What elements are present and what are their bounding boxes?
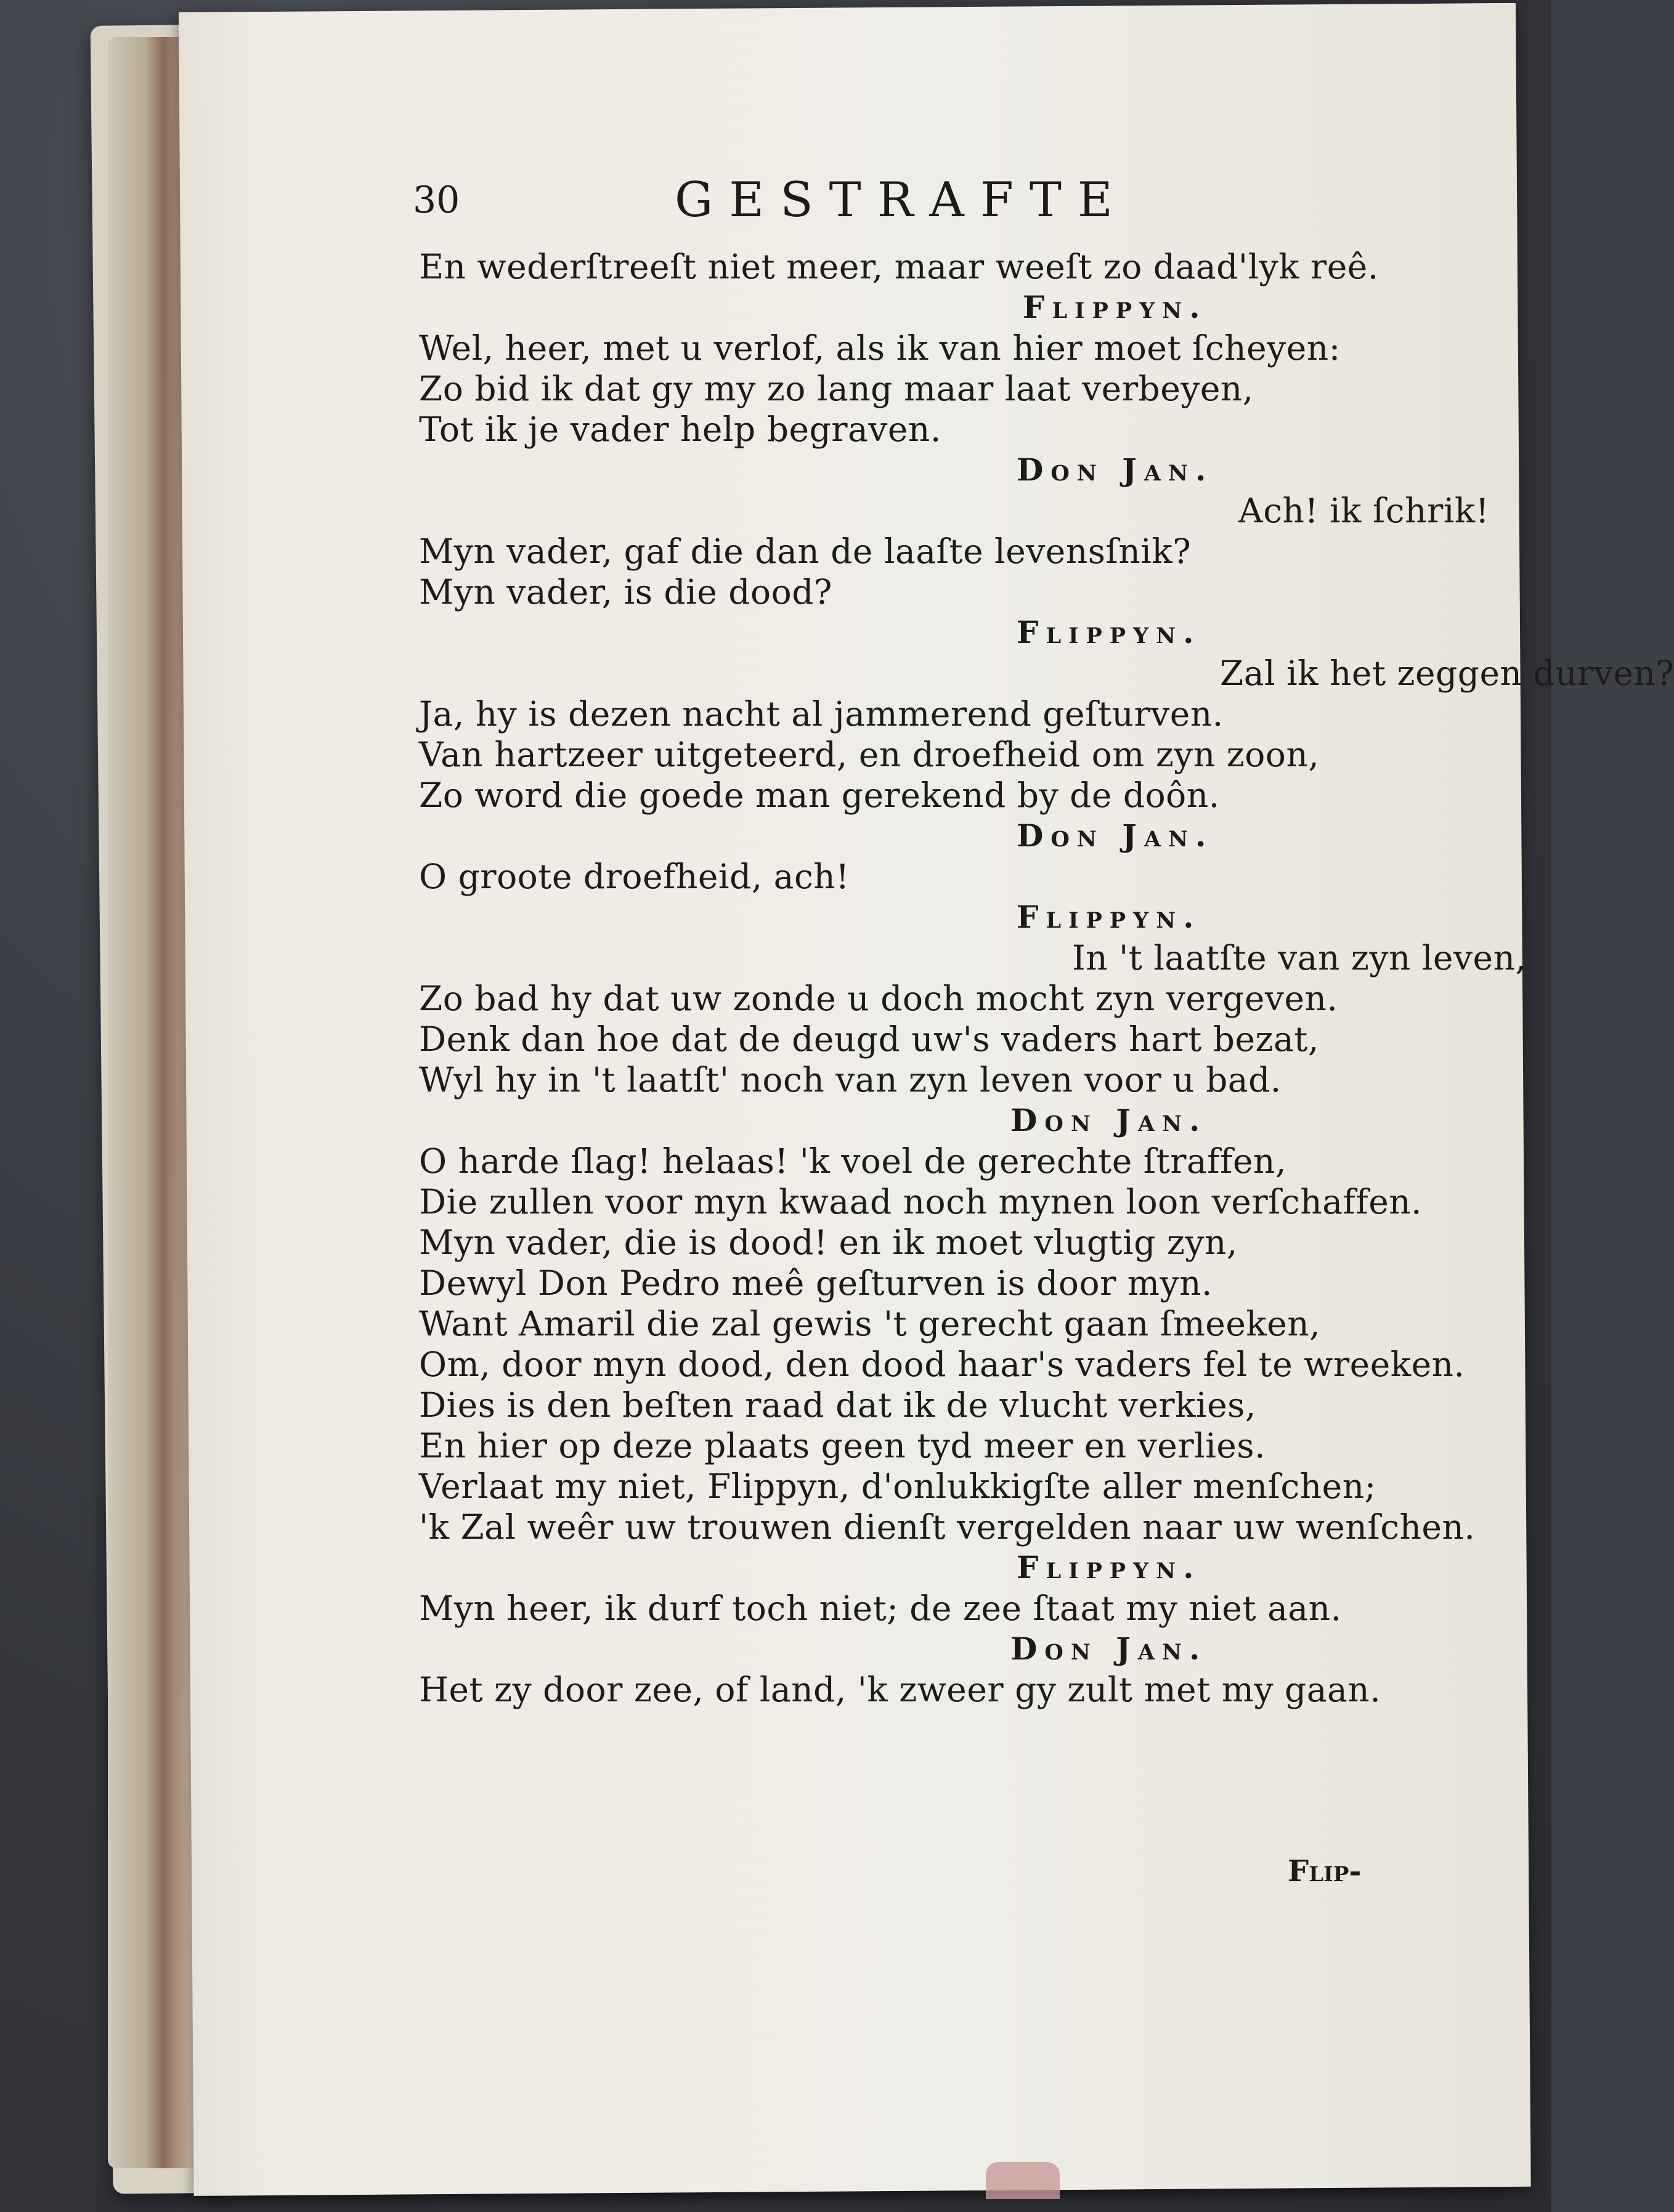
verse-line: 'k Zal weêr uw trouwen dienſt vergelden naar uw wenſchen. bbox=[419, 1507, 1476, 1547]
verse-line: Om, door myn dood, den dood haar's vaders fel te wreeken. bbox=[419, 1345, 1465, 1384]
verse-line: En hier op deze plaats geen tyd meer en verlies. bbox=[419, 1426, 1266, 1465]
page-number: 30 bbox=[413, 179, 460, 222]
verse-line: O harde ſlag! helaas! 'k voel de gerechte ſtraffen, bbox=[419, 1141, 1286, 1181]
speaker-name: Don Jan. bbox=[1017, 452, 1214, 488]
verse-line: Myn vader, gaf die dan de laaſte levensſnik? bbox=[419, 532, 1192, 571]
verse-line: Denk dan hoe dat de deugd uw's vaders hart bezat, bbox=[419, 1019, 1319, 1059]
verse-line: Tot ik je vader help begraven. bbox=[419, 410, 941, 449]
bookmark-tab bbox=[986, 2162, 1060, 2199]
verse-line: Van hartzeer uitgeteerd, en droefheid om zyn zoon, bbox=[419, 735, 1320, 774]
verse-line: Myn vader, is die dood? bbox=[419, 572, 832, 612]
verse-line: Dewyl Don Pedro meê geſturven is door myn. bbox=[419, 1263, 1213, 1303]
speaker-name: Don Jan. bbox=[1010, 1102, 1208, 1138]
verse-line: Zo bid ik dat gy my zo lang maar laat verbeyen, bbox=[419, 369, 1254, 408]
speaker-name: Don Jan. bbox=[1017, 817, 1214, 854]
speaker-name: Flippyn. bbox=[1017, 899, 1201, 935]
verse-line: Verlaat my niet, Flippyn, d'onlukkigſte aller menſchen; bbox=[419, 1467, 1376, 1506]
verse-line: Myn heer, ik durf toch niet; de zee ſtaat my niet aan. bbox=[419, 1589, 1342, 1628]
verse-line: Dies is den beſten raad dat ik de vlucht verkies, bbox=[419, 1385, 1256, 1425]
verse-line: Die zullen voor myn kwaad noch mynen loon verſchaffen. bbox=[419, 1182, 1423, 1221]
verse-line: Het zy door zee, of land, 'k zweer gy zult met my gaan. bbox=[419, 1670, 1381, 1709]
verse-line: Ja, hy is dezen nacht al jammerend geſturven. bbox=[419, 694, 1224, 734]
verse-line: In 't laatſte van zyn leven, bbox=[1072, 938, 1527, 978]
verse-line: Zo word die goede man gerekend by de doôn. bbox=[419, 776, 1220, 815]
page-content bbox=[234, 172, 1674, 1710]
verse-line: En wederſtreeſt niet meer, maar weeſt zo daad'lyk reê. bbox=[419, 247, 1379, 286]
page-header bbox=[234, 172, 1442, 246]
speaker-name: Don Jan. bbox=[1010, 1631, 1208, 1667]
verse-line: Zal ik het zeggen durven? bbox=[1220, 654, 1674, 693]
speaker-name: Flippyn. bbox=[1023, 289, 1208, 325]
text-block bbox=[234, 246, 1674, 1710]
catchword: Flip- bbox=[1288, 1854, 1362, 1889]
verse-line: Myn vader, die is dood! en ik moet vlugtig zyn, bbox=[419, 1223, 1238, 1262]
verse-line: Wel, heer, met u verlof, als ik van hier moet ſcheyen: bbox=[419, 328, 1341, 368]
speaker-name: Flippyn. bbox=[1017, 614, 1201, 650]
running-title: GESTRAFTE bbox=[675, 172, 1129, 228]
verse-line: Want Amaril die zal gewis 't gerecht gaan ſmeeken, bbox=[419, 1304, 1321, 1343]
verse-line: Zo bad hy dat uw zonde u doch mocht zyn vergeven. bbox=[419, 979, 1338, 1018]
verse-line: Ach! ik ſchrik! bbox=[1238, 491, 1490, 530]
verse-line: O groote droefheid, ach! bbox=[419, 857, 850, 896]
speaker-name: Flippyn. bbox=[1017, 1549, 1201, 1586]
verse-line: Wyl hy in 't laatſt' noch van zyn leven voor u bad. bbox=[419, 1060, 1282, 1100]
